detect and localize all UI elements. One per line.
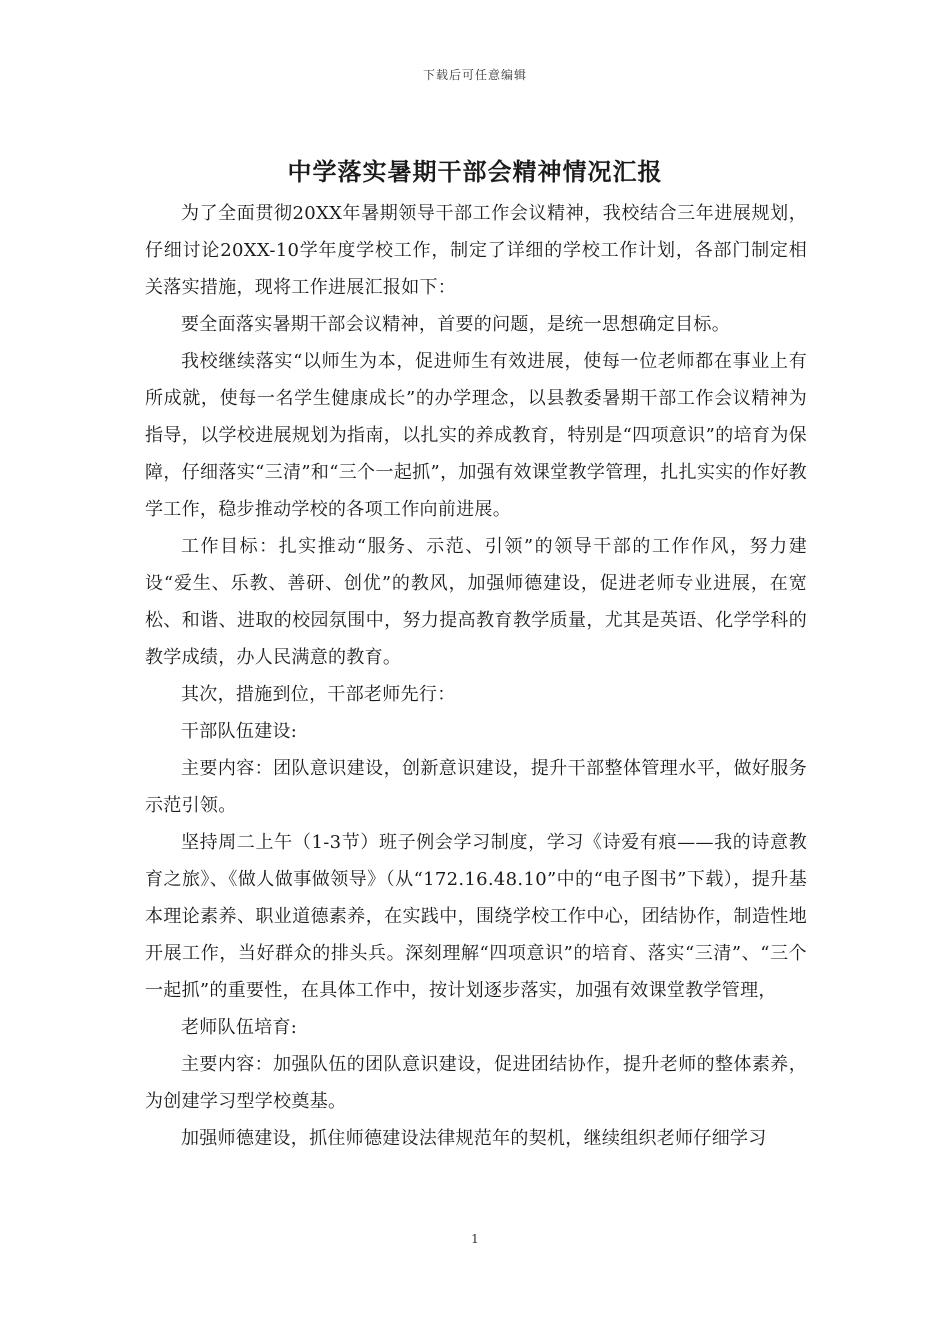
paragraph-teacher-heading: 老师队伍培育:	[181, 1017, 298, 1038]
paragraph-ethics: 加强师德建设，抓住师德建设法律规范年的契机，继续组织老师仔细学习	[181, 1128, 767, 1149]
paragraph-unify-goal: 要全面落实暑期干部会议精神，首要的问题，是统一思想确定目标。	[181, 314, 730, 335]
header-note: 下载后可任意编辑	[422, 68, 527, 82]
paragraph-measures: 其次，措施到位，干部老师先行：	[181, 684, 456, 705]
document-body	[145, 195, 807, 1157]
paragraph-intro: 为了全面贯彻20XX年暑期领导干部工作会议精神，我校结合三年进展规划，仔细讨论20XX-10学年度学校工作，制定了详细的学校工作计划，各部门制定相关落实措施，现将工作进展汇报如下：	[145, 203, 807, 298]
paragraph-cadre-study: 坚持周二上午（1-3节）班子例会学习制度，学习《诗爱有痕——我的诗意教育之旅》、《做人做事做领导》（从“172.16.48.10”中的“电子图书”下载），提升基本理论素养、职业道德素养，在实践中，围绕学校工作中心，团结协作，制造性地开展工作，当好群众的排头兵。深刻理解“四项意识”的培育、落实“三清”、“三个一起抓”的重要性，在具体工作中，按计划逐步落实，加强有效课堂教学管理，	[145, 832, 807, 1001]
paragraph-teacher-content: 主要内容：加强队伍的团队意识建设，促进团结协作，提升老师的整体素养，为创建学习型学校奠基。	[145, 1054, 807, 1112]
document-title: 中学落实暑期干部会精神情况汇报	[287, 158, 663, 186]
paragraph-cadre-content: 主要内容：团队意识建设，创新意识建设，提升干部整体管理水平，做好服务示范引领。	[145, 758, 807, 816]
paragraph-cadre-heading: 干部队伍建设:	[181, 721, 298, 742]
page-number: 1	[471, 1232, 479, 1246]
paragraph-philosophy: 我校继续落实“以师生为本，促进师生有效进展，使每一位老师都在事业上有所成就，使每一名学生健康成长”的办学理念，以县教委暑期干部工作会议精神为指导，以学校进展规划为指南，以扎实的养成教育，特别是“四项意识”的培育为保障，仔细落实“三清”和“三个一起抓”，加强有效课堂教学管理，扎扎实实的作好教学工作，稳步推动学校的各项工作向前进展。	[145, 351, 807, 520]
paragraph-work-goal: 工作目标：扎实推动“服务、示范、引领”的领导干部的工作作风，努力建设“爱生、乐教、善研、创优”的教风，加强师德建设，促进老师专业进展，在宽松、和谐、进取的校园氛围中，努力提高教育教学质量，尤其是英语、化学学科的教学成绩，办人民满意的教育。	[145, 536, 807, 668]
